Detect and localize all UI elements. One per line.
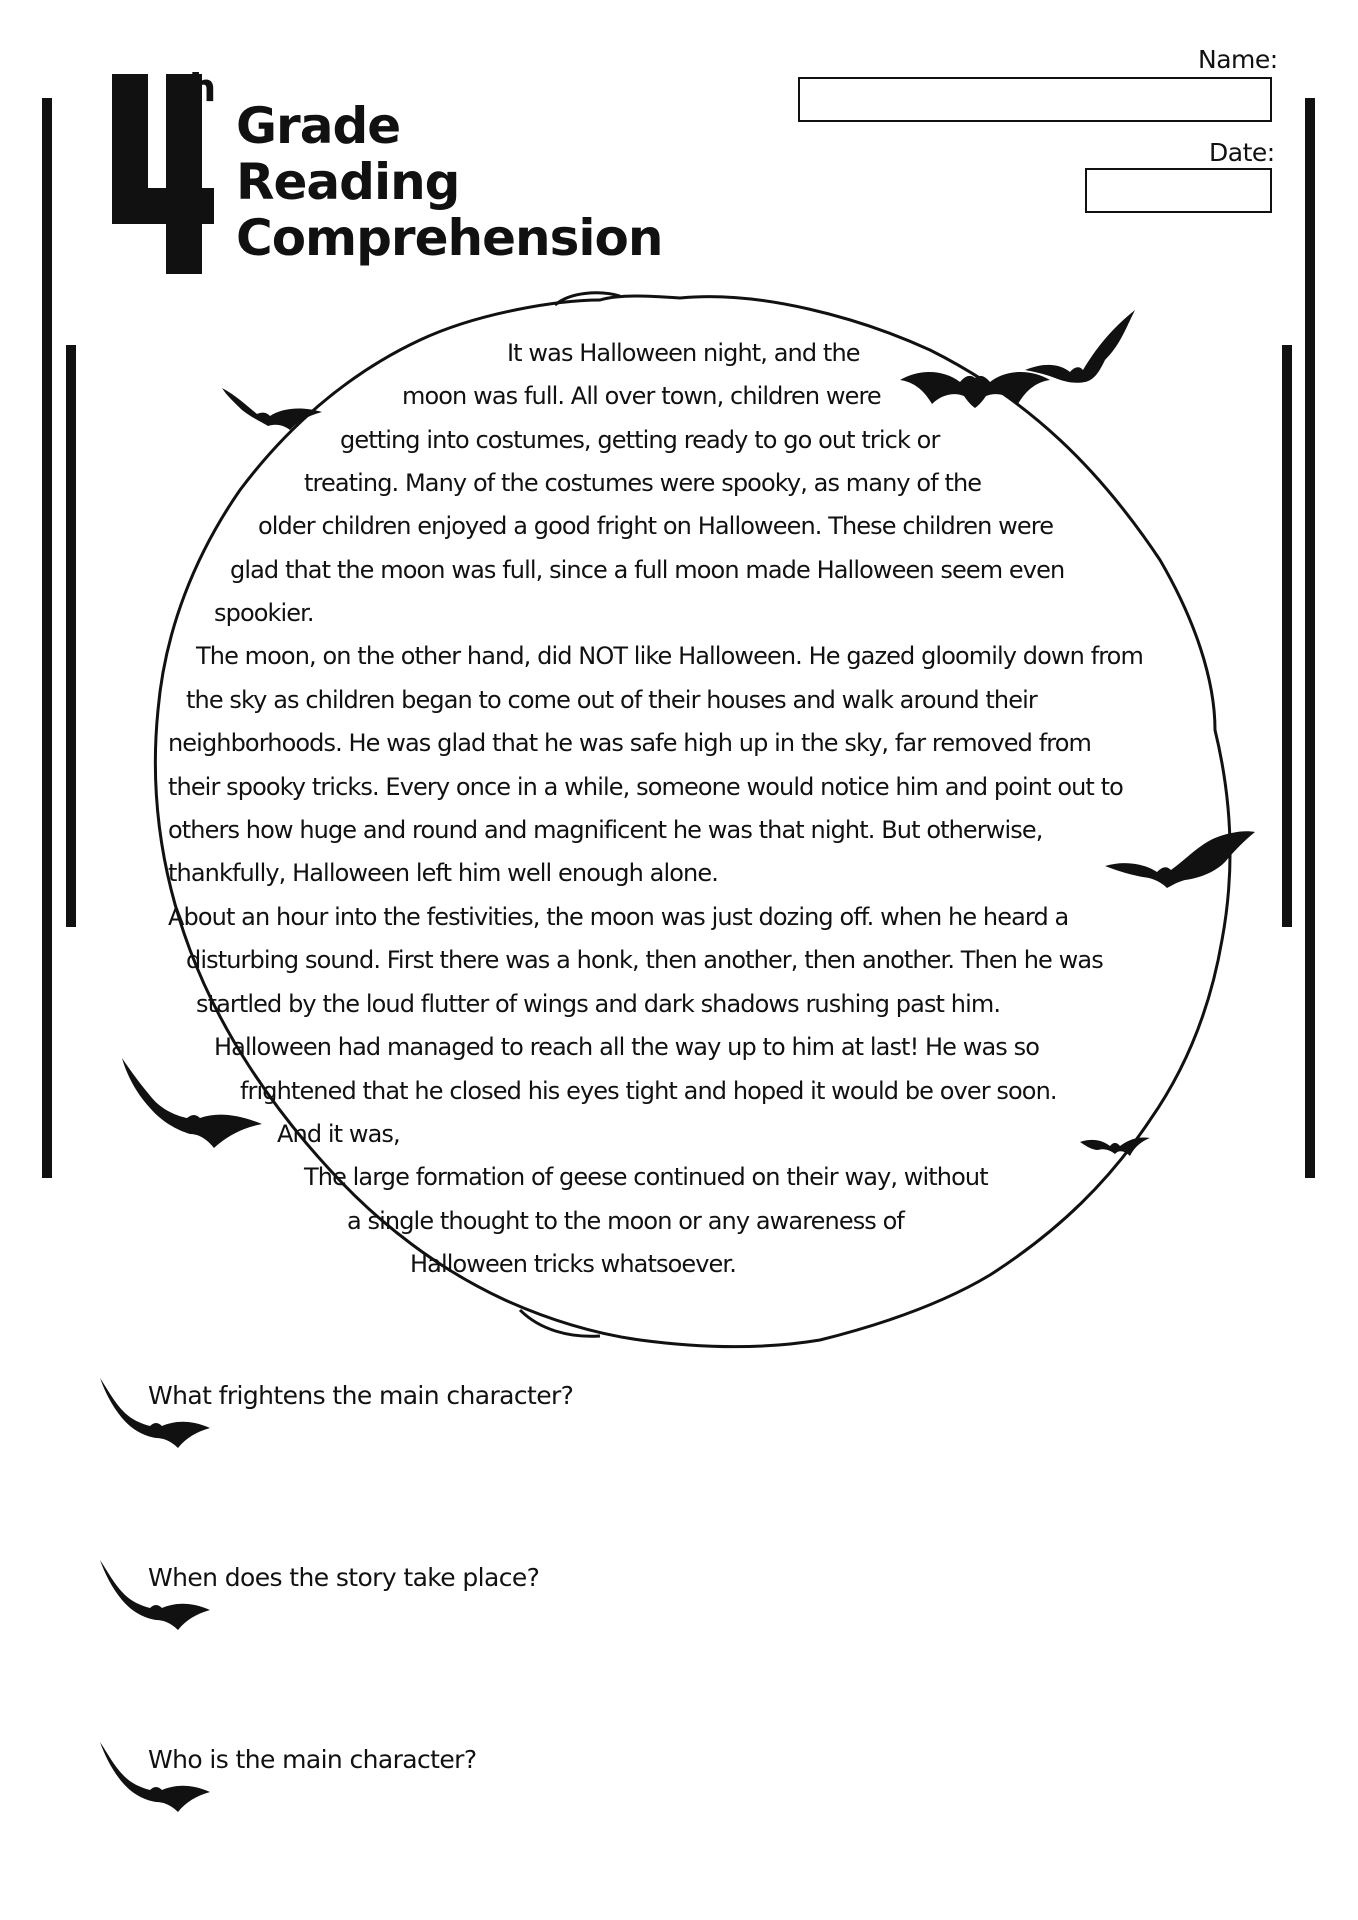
story-line: older children enjoyed a good fright on Halloween. These children were	[258, 512, 1054, 540]
story-line: thankfully, Halloween left him well enough alone.	[168, 859, 718, 887]
story-line: neighborhoods. He was glad that he was safe high up in the sky, far removed from	[168, 729, 1091, 757]
bat-icon	[1105, 830, 1255, 890]
story-line: And it was,	[277, 1120, 400, 1148]
question-1: What frightens the main character?	[148, 1381, 574, 1410]
title-line-grade: Grade	[236, 97, 401, 155]
story-line: About an hour into the festivities, the moon was just dozing off. when he heard a	[168, 903, 1069, 931]
question-2: When does the story take place?	[148, 1563, 540, 1592]
story-line: others how huge and round and magnificent he was that night. But otherwise,	[168, 816, 1043, 844]
story-line: moon was full. All over town, children were	[402, 382, 881, 410]
story-line: getting into costumes, getting ready to go out trick or	[340, 426, 940, 454]
story-line: The moon, on the other hand, did NOT like Halloween. He gazed gloomily down from	[196, 642, 1143, 670]
title-line-comprehension: Comprehension	[236, 209, 663, 267]
story-line: their spooky tricks. Every once in a while, someone would notice him and point out to	[168, 773, 1123, 801]
story-line: the sky as children began to come out of their houses and walk around their	[186, 686, 1037, 714]
bat-icon	[1080, 1132, 1150, 1157]
story-line: The large formation of geese continued on their way, without	[304, 1163, 988, 1191]
title-line-reading: Reading	[236, 153, 460, 211]
story-line: treating. Many of the costumes were spooky, as many of the	[304, 469, 982, 497]
story-line: spookier.	[214, 599, 314, 627]
story-line: a single thought to the moon or any awareness of	[347, 1207, 904, 1235]
story-line: glad that the moon was full, since a full moon made Halloween seem even	[230, 556, 1065, 584]
story-line: startled by the loud flutter of wings and dark shadows rushing past him.	[196, 990, 1001, 1018]
story-line: frightened that he closed his eyes tight and hoped it would be over soon.	[240, 1077, 1057, 1105]
bat-icon	[222, 388, 322, 433]
bat-icon	[122, 1058, 262, 1148]
date-label: Date:	[1209, 138, 1275, 167]
story-line: Halloween had managed to reach all the way up to him at last! He was so	[214, 1033, 1040, 1061]
bat-icon	[1025, 310, 1135, 390]
grade-suffix: th	[172, 66, 216, 110]
question-3: Who is the main character?	[148, 1745, 477, 1774]
bat-icon	[100, 1378, 210, 1448]
story-line: It was Halloween night, and the	[507, 339, 860, 367]
bat-icon	[100, 1560, 210, 1630]
story-line: disturbing sound. First there was a honk, then another, then another. Then he was	[186, 946, 1103, 974]
name-label: Name:	[1198, 45, 1278, 74]
story-line: Halloween tricks whatsoever.	[410, 1250, 736, 1278]
bat-icon	[100, 1742, 210, 1812]
